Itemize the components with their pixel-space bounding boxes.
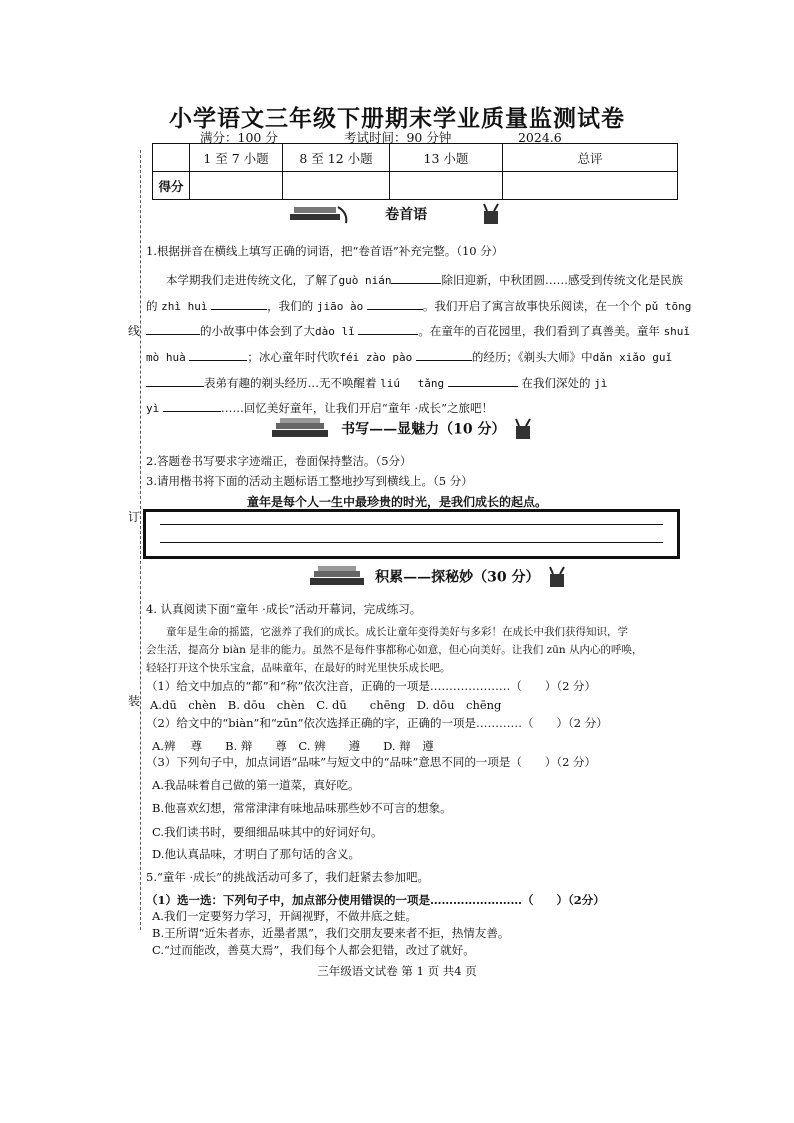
question-4-2-options: A.辨 尊 B. 辩 尊 C. 辨 遵 D. 辩 遵 <box>152 739 434 753</box>
section-title: 书写——显魅力（10 分） <box>341 421 506 438</box>
score-header-cell: 1 至 7 小题 <box>190 144 283 172</box>
pinyin: jì <box>594 377 608 390</box>
option-a: A.我们一定要努力学习，开阔视野，不做井底之蛙。 <box>152 909 417 923</box>
answer-blank[interactable] <box>146 376 204 387</box>
score-header-cell: 8 至 12 小题 <box>283 144 390 172</box>
answer-blank[interactable] <box>211 299 267 310</box>
q1-line-4 <box>146 349 672 365</box>
option-a: A.我品味着自己做的第一道菜，真好吃。 <box>152 778 360 792</box>
text: 表弟有趣的剃头经历…无不唤醒着 <box>204 376 377 390</box>
question-1-stem: 1.根据拼音在横线上填写正确的词语，把“卷首语”补充完整。（10 分） <box>146 244 504 258</box>
answer-blank[interactable] <box>146 324 200 335</box>
pencil-cup-icon <box>478 203 504 225</box>
pencil-cup-icon <box>545 566 569 588</box>
margin-char: 订 <box>128 510 141 524</box>
pinyin: zhì huì <box>161 300 208 313</box>
pinyin: féi zào pào <box>339 351 413 364</box>
q1-line-3 <box>146 323 690 339</box>
q1-line-5 <box>146 375 607 391</box>
text: ；冰心童年时代吹 <box>247 350 340 364</box>
q1-line-2 <box>146 298 691 314</box>
question-4-stem: 4. 认真阅读下面“童年 ·成长”活动开幕词，完成练习。 <box>146 602 422 616</box>
score-cell[interactable] <box>390 172 503 200</box>
question-4-2: （2）给文中的“biàn”和“zūn”依次选择正确的字，正确的一项是…………（ ）（2 分） <box>146 716 608 730</box>
books-decoration-icon <box>286 203 352 225</box>
question-5-stem: 5.“童年 ·成长”的挑战活动可多了，我们赶紧去参加吧。 <box>146 870 430 884</box>
question-4-1: （1）给文中加点的“都”和“称”依次注音，正确的一项是…………………（ ）（2 分） <box>146 679 597 693</box>
text: 在我们深处的 <box>521 376 591 390</box>
question-4-3: （3）下列句子中，加点词语“品味”与短文中的“品味”意思不同的一项是（ ）（2 分） <box>146 755 597 769</box>
full-score: 满分：100 分 <box>200 130 278 145</box>
exam-time: 考试时间：90 分钟 <box>343 130 452 145</box>
passage-line: 轻轻打开这个快乐宝盒，品味童年，在最好的时光里快乐成长吧。 <box>146 662 451 674</box>
score-row-label: 得分 <box>153 172 190 200</box>
pinyin: jiāo ào <box>316 300 364 313</box>
slogan: 童年是每个人一生中最珍贵的时光，是我们成长的起点。 <box>246 495 547 509</box>
answer-blank[interactable] <box>448 376 518 387</box>
question-5-1: （1）选一选：下列句子中，加点部分使用错误的一项是……………………（ ）（2分） <box>146 893 605 907</box>
section-heading-2 <box>270 418 560 442</box>
text: 的经历；《剃头大师》中 <box>471 350 593 364</box>
section-heading-3 <box>308 566 588 590</box>
question-4-1-options: A.dū chèn B. dōu chèn C. dū chēng D. dōu chēng <box>150 698 502 712</box>
score-header-cell <box>153 144 190 172</box>
question-2: 2.答题卷书写要求字迹端正，卷面保持整洁。（5分） <box>146 454 412 468</box>
option-d: D.他认真品味，才明白了那句话的含义。 <box>152 847 360 861</box>
margin-char: 装 <box>128 694 141 708</box>
margin-char: 线 <box>128 324 141 338</box>
text: ，我们的 <box>267 299 314 313</box>
score-header-cell: 总评 <box>503 144 678 172</box>
books-decoration-icon <box>270 418 336 440</box>
option-b: B.王所谓“近朱者赤，近墨者黑”，我们交朋友要来者不拒，热情友善。 <box>152 926 510 940</box>
option-b: B.他喜欢幻想，常常津津有味地品味那些妙不可言的想象。 <box>152 801 452 815</box>
writing-line[interactable] <box>160 542 663 543</box>
answer-blank[interactable] <box>358 324 418 335</box>
score-cell[interactable] <box>190 172 283 200</box>
score-table-row <box>153 172 678 200</box>
answer-blank[interactable] <box>391 273 441 284</box>
section-title: 积累——探秘妙（30 分） <box>375 569 540 586</box>
answer-blank[interactable] <box>416 350 472 361</box>
pinyin: liú tǎng <box>380 377 445 390</box>
score-cell[interactable] <box>283 172 390 200</box>
answer-blank[interactable] <box>367 299 423 310</box>
pinyin: shuǐ <box>663 325 691 338</box>
text: 的小故事中体会到了大 <box>200 324 315 338</box>
section-heading-1 <box>286 203 516 227</box>
page-footer: 三年级语文试卷 第 1 页 共4 页 <box>317 964 477 978</box>
text: 除旧迎新，中秋团圆……感受到传统文化是民族 <box>441 273 683 287</box>
pinyin: yì <box>146 402 160 415</box>
score-cell[interactable] <box>503 172 678 200</box>
text: 本学期我们走进传统文化，了解了 <box>166 273 339 287</box>
text: 。在童年的百花园里，我们看到了真善美。童年 <box>418 324 660 338</box>
section-title: 卷首语 <box>385 206 428 223</box>
passage-line: 童年是生命的摇篮，它滋养了我们的成长。成长让童年变得美好与多彩！在成长中我们获得知识，学 <box>166 626 628 638</box>
binding-margin-line <box>140 150 141 930</box>
pinyin: pǔ tōng <box>645 300 692 313</box>
pinyin: mò huà <box>146 351 186 364</box>
pinyin: guò nián <box>338 274 392 287</box>
pinyin: dào lǐ <box>315 325 355 338</box>
score-table <box>152 143 678 200</box>
text: ……回忆美好童年，让我们开启“童年 ·成长”之旅吧！ <box>220 401 493 415</box>
option-c: C.我们读书时，要细细品味其中的好词好句。 <box>152 825 383 839</box>
writing-frame <box>143 509 680 559</box>
score-header-cell: 13 小题 <box>390 144 503 172</box>
writing-line[interactable] <box>160 524 663 525</box>
question-3: 3.请用楷书将下面的活动主题标语工整地抄写到横线上。（5 分） <box>146 474 473 488</box>
q1-line-6 <box>146 400 493 416</box>
answer-blank[interactable] <box>189 350 247 361</box>
option-c: C.“过而能改，善莫大焉”，我们每个人都会犯错，改过了就好。 <box>152 943 475 957</box>
score-table-header <box>153 144 678 172</box>
q1-line-1 <box>166 272 683 288</box>
pinyin: dǎn xiǎo guǐ <box>592 351 673 364</box>
text: 的 <box>146 299 158 313</box>
books-decoration-icon <box>308 566 370 588</box>
exam-title: 小学语文三年级下册期末学业质量监测试卷 <box>169 105 625 132</box>
text: 。我们开启了寓言故事快乐阅读，在一个个 <box>422 299 642 313</box>
exam-date: 2024.6 <box>517 130 562 145</box>
answer-blank[interactable] <box>163 401 221 412</box>
passage-line: 会生活，提高分 biàn 是非的能力。虽然不是每件事都称心如意，但心向美好。让我们 zūn 从内心的呼唤， <box>146 644 643 656</box>
pencil-cup-icon <box>511 418 535 440</box>
